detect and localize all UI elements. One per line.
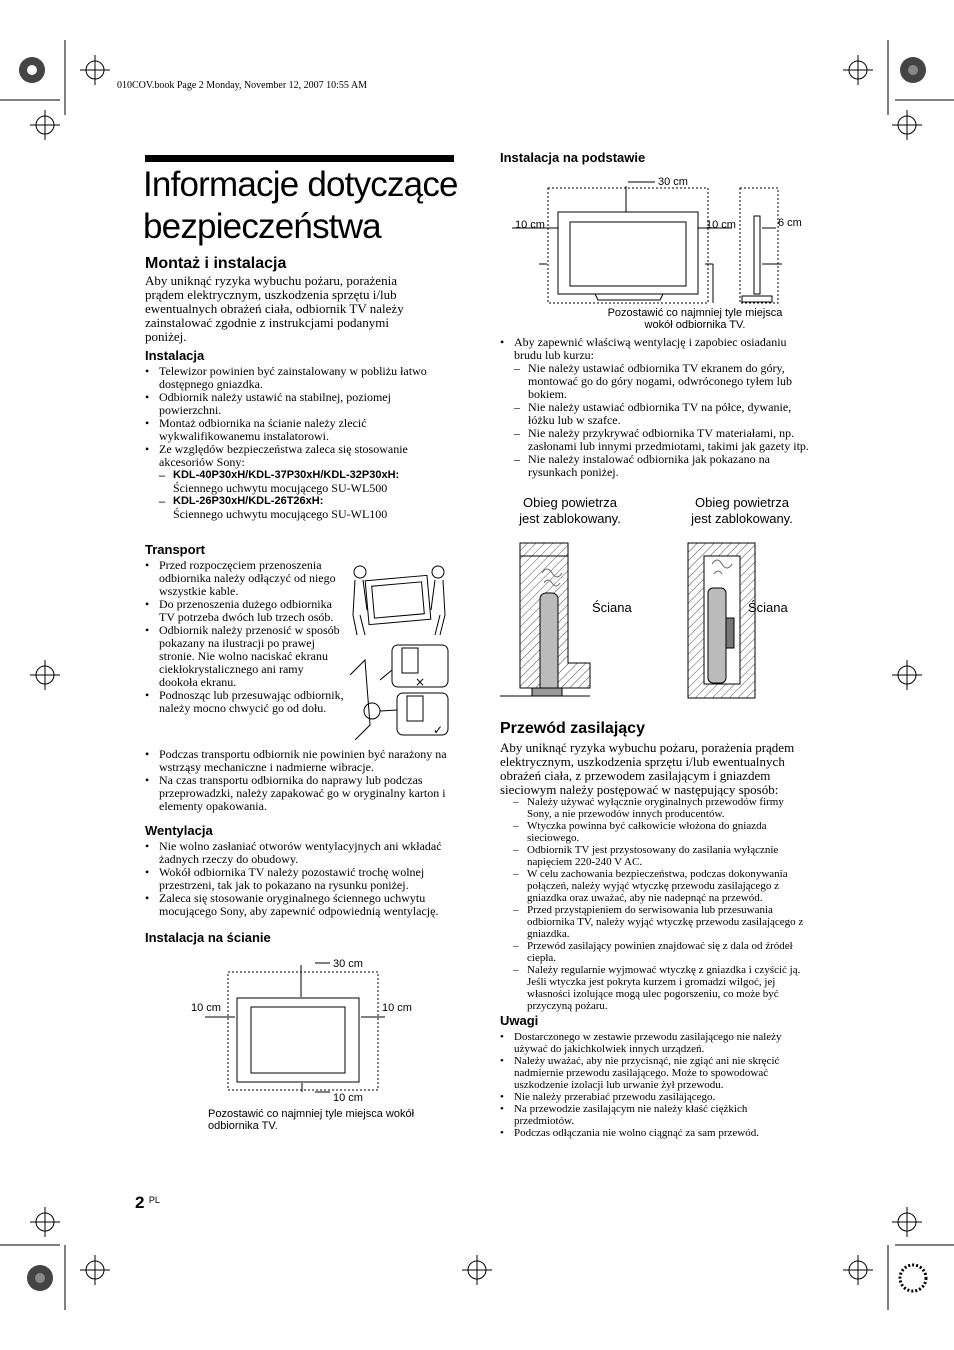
transport-illustration: [345, 560, 455, 740]
model-label: KDL-26P30xH/KDL-26T26xH:: [173, 495, 324, 507]
wall-right-text: Ściana: [748, 600, 788, 615]
stand-side-label: 6 cm: [778, 217, 802, 229]
heading-transport: Transport: [145, 542, 205, 557]
list-item: • Wokół odbiornika TV należy pozostawić trochę wolnej przestrzeni, tak jak to pokazano na rysunku poniżej.: [145, 866, 457, 892]
wall-install-diagram: [185, 955, 415, 1105]
stand-caption: [590, 307, 800, 331]
list-item: – Nie należy ustawiać odbiornika TV na półce, dywanie, łóżku lub w szafce.: [514, 401, 810, 427]
list-item: • Podczas odłączania nie wolno ciągnąć za sam przewód.: [500, 1127, 810, 1139]
model-entry: – KDL-26P30xH/KDL-26T26xH: Ściennego uchwytu mocującego SU-WL100: [159, 495, 455, 521]
heading-przewod: Przewód zasilający: [500, 720, 645, 737]
wall-top-label: 30 cm: [333, 958, 363, 970]
list-item: • Na czas transportu odbiornika do naprawy lub podczas przeprowadzki, należy zapakować go w oryginalny karton i elementy opakowania.: [145, 774, 455, 813]
montaz-intro: Aby uniknąć ryzyka wybuchu pożaru, porażenia prądem elektrycznym, uszkodzenia sprzętu i/lub ewentualnych obrażeń ciała, odbiornik TV należy zainstalować zgodnie z instrukcjami podanymi poniżej.: [145, 273, 404, 344]
heading-wall-install: Instalacja na ścianie: [145, 930, 271, 945]
mark-x: ×: [415, 675, 426, 689]
przewod-intro: Aby uniknąć ryzyka wybuchu pożaru, porażenia prądem elektrycznym, uszkodzenia sprzętu i/lub ewentualnych obrażeń ciała, z przewodem zasilającym i gniazdem sieciowym należy postępować w następujący sposób:: [500, 740, 795, 797]
list-item: – Nie należy przykrywać odbiornika TV materiałami, np. zasłonami lub innymi przedmiotami, takimi jak gazety itp.: [514, 427, 810, 453]
airflow-diagram: [500, 528, 815, 703]
list-item: – Nie należy ustawiać odbiornika TV ekranem do góry, montować go do góry nogami, odwróconego tyłem lub bokiem.: [514, 362, 810, 401]
airflow-right-label: [672, 495, 812, 527]
stand-install-diagram: [510, 172, 810, 307]
list-item: • Odbiornik należy ustawić na stabilnej, poziomej powierzchni.: [145, 391, 455, 417]
list-item: • Nie należy przerabiać przewodu zasilającego.: [500, 1091, 810, 1103]
stand-caption-line-1: Pozostawić co najmniej tyle miejsca: [607, 307, 783, 319]
list-item: – W celu zachowania bezpieczeństwa, podczas dokonywania połączeń, należy wyjąć wtyczkę przewodu zasilającego z gniazdka oraz uważać, aby nie nadepnąć na przewód.: [513, 868, 808, 904]
przewod-list: [513, 796, 808, 1012]
list-item: • Zaleca się stosowanie oryginalnego ściennego uchwytu mocującego Sony, aby zapewnić odpowiednią wentylację.: [145, 892, 457, 918]
transport-list-narrow: [145, 559, 345, 715]
wall-caption: Pozostawić co najmniej tyle miejsca wokół odbiornika TV.: [208, 1108, 415, 1132]
transport-list-wide: [145, 748, 455, 813]
model-text: Ściennego uchwytu mocującego SU-WL100: [173, 507, 388, 521]
vent-notes: [500, 336, 810, 479]
page-lang: PL: [148, 1195, 160, 1205]
list-item: • Montaż odbiornika na ścianie należy zlecić wykwalifikowanemu instalatorowi.: [145, 417, 455, 443]
wall-bottom-label: 10 cm: [333, 1092, 363, 1104]
list-item: • Podczas transportu odbiornik nie powinien być narażony na wstrząsy mechaniczne i nadmierne wibracje.: [145, 748, 455, 774]
list-item: • Podnosząc lub przesuwając odbiornik, należy mocno chwycić go od dołu.: [145, 689, 345, 715]
stand-caption-line-2: wokół odbiornika TV.: [644, 319, 746, 331]
list-item: – Nie należy instalować odbiornika jak pokazano na rysunkach poniżej.: [514, 453, 810, 479]
stand-left-label: 10 cm: [515, 219, 545, 231]
heading-wentylacja: Wentylacja: [145, 823, 213, 838]
model-label: KDL-40P30xH/KDL-37P30xH/KDL-32P30xH:: [173, 469, 400, 481]
page-number: [135, 1193, 160, 1213]
list-item: • Telewizor powinien być zainstalowany w pobliżu łatwo dostępnego gniazdka.: [145, 365, 455, 391]
list-item: • Należy uważać, aby nie przycisnąć, nie zgiąć ani nie skręcić nadmiernie przewodu zasilającego. Może to spowodować uszkodzenie izolacji lub urwanie żył przewodu.: [500, 1055, 810, 1091]
mark-check: ✓: [433, 723, 444, 737]
airflow-right-line-2: jest zablokowany.: [691, 511, 793, 526]
vent-notes-intro: Aby zapewnić właściwą wentylację i zapobiec osiadaniu brudu lub kurzu:: [514, 335, 787, 362]
list-item: • Ze względów bezpieczeństwa zaleca się stosowanie akcesoriów Sony:: [145, 443, 455, 469]
list-item: – Należy używać wyłącznie oryginalnych przewodów firmy Sony, a nie przewodów innych producentów.: [513, 796, 808, 820]
list-item: • Na przewodzie zasilającym nie należy kłaść ciężkich przedmiotów.: [500, 1103, 810, 1127]
airflow-right-line-1: Obieg powietrza: [695, 495, 789, 510]
heading-uwagi: Uwagi: [500, 1013, 539, 1028]
wall-right-label: 10 cm: [382, 1002, 412, 1014]
stand-top-label: 30 cm: [658, 176, 688, 188]
list-item: • Nie wolno zasłaniać otworów wentylacyjnych ani wkładać żadnych rzeczy do obudowy.: [145, 840, 457, 866]
uwagi-list: [500, 1031, 810, 1139]
wentylacja-list: [145, 840, 457, 918]
page-number-value: 2: [135, 1193, 145, 1212]
wall-left-text: Ściana: [592, 600, 632, 615]
file-info: 010COV.book Page 2 Monday, November 12, 2007 10:55 AM: [117, 80, 367, 91]
title-line-2: bezpieczeństwa: [143, 207, 381, 246]
model-entry: – KDL-40P30xH/KDL-37P30xH/KDL-32P30xH: Ściennego uchwytu mocującego SU-WL500: [159, 469, 455, 495]
list-item: – Należy regularnie wyjmować wtyczkę z gniazdka i czyścić ją. Jeśli wtyczka jest pokryta kurzem i gromadzi wilgoć, jej własności izolujące mogą ulec pogorszeniu, co może być przyczyną pożaru.: [513, 964, 808, 1012]
list-item: – Przed przystąpieniem do serwisowania lub przesuwania odbiornika TV, należy wyjąć wtyczkę przewodu zasilającego z gniazdka.: [513, 904, 808, 940]
stand-right-label: 10 cm: [706, 219, 736, 231]
model-text: Ściennego uchwytu mocującego SU-WL500: [173, 481, 388, 495]
instalacja-list: [145, 365, 455, 521]
heading-montaz: Montaż i instalacja: [145, 255, 287, 272]
page-title: [143, 164, 473, 248]
list-item: • Dostarczonego w zestawie przewodu zasilającego nie należy używać do jakichkolwiek innych urządzeń.: [500, 1031, 810, 1055]
list-item: • Odbiornik należy przenosić w sposób pokazany na ilustracji po prawej stronie. Nie wolno naciskać ekranu ciekłokrystalicznego ani ramy dookoła ekranu.: [145, 624, 345, 689]
heading-instalacja: Instalacja: [145, 348, 205, 363]
airflow-left-label: [500, 495, 640, 527]
title-rule: [145, 155, 454, 162]
list-item: • Do przenoszenia dużego odbiornika TV potrzeba dwóch lub trzech osób.: [145, 598, 345, 624]
list-item: – Wtyczka powinna być całkowicie włożona do gniazda sieciowego.: [513, 820, 808, 844]
title-line-1: Informacje dotyczące: [143, 165, 458, 204]
list-item: [500, 336, 810, 479]
airflow-left-line-2: jest zablokowany.: [519, 511, 621, 526]
heading-stand-install: Instalacja na podstawie: [500, 150, 646, 165]
list-item: • Przed rozpoczęciem przenoszenia odbiornika należy odłączyć od niego wszystkie kable.: [145, 559, 345, 598]
list-item: – Przewód zasilający powinien znajdować się z dala od źródeł ciepła.: [513, 940, 808, 964]
list-item: – Odbiornik TV jest przystosowany do zasilania wyłącznie napięciem 220-240 V AC.: [513, 844, 808, 868]
wall-left-label: 10 cm: [191, 1002, 221, 1014]
airflow-left-line-1: Obieg powietrza: [523, 495, 617, 510]
